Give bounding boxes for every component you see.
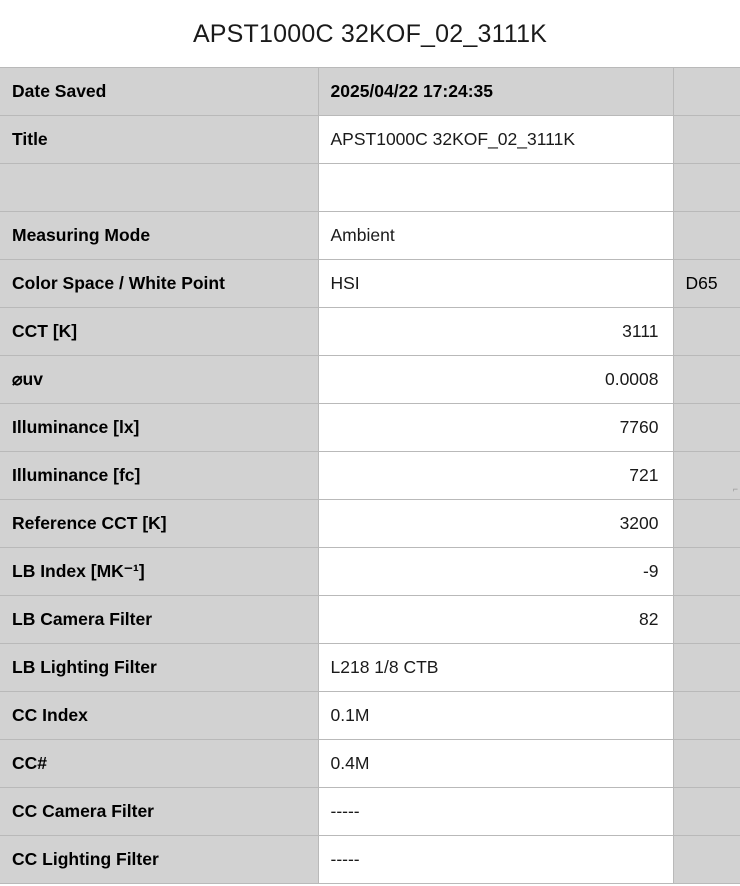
row-label: CC# [0, 740, 318, 788]
row-extra [673, 212, 740, 260]
row-value: 0.1M [318, 692, 673, 740]
row-extra [673, 164, 740, 212]
row-extra [673, 836, 740, 884]
row-value: 721 [318, 452, 673, 500]
table-row [0, 308, 740, 356]
row-label: Measuring Mode [0, 212, 318, 260]
table-row [0, 164, 740, 212]
row-label: LB Camera Filter [0, 596, 318, 644]
row-extra [673, 116, 740, 164]
row-extra [673, 404, 740, 452]
table-row [0, 836, 740, 884]
table-row [0, 356, 740, 404]
row-extra [673, 692, 740, 740]
row-value: HSI [318, 260, 673, 308]
row-extra [673, 308, 740, 356]
row-label: Color Space / White Point [0, 260, 318, 308]
table-row [0, 548, 740, 596]
row-value: 3111 [318, 308, 673, 356]
row-value: 2025/04/22 17:24:35 [318, 68, 673, 116]
table-row [0, 452, 740, 500]
row-value: -9 [318, 548, 673, 596]
row-label: CC Lighting Filter [0, 836, 318, 884]
row-label: LB Index [MK⁻¹] [0, 548, 318, 596]
row-extra [673, 68, 740, 116]
measurement-table [0, 67, 740, 884]
table-row [0, 260, 740, 308]
row-value: L218 1/8 CTB [318, 644, 673, 692]
row-extra [673, 788, 740, 836]
row-extra [673, 596, 740, 644]
row-extra [673, 644, 740, 692]
table-row [0, 68, 740, 116]
row-value: 82 [318, 596, 673, 644]
table-row [0, 740, 740, 788]
row-extra [673, 740, 740, 788]
row-label: Date Saved [0, 68, 318, 116]
table-row [0, 500, 740, 548]
row-label: CCT [K] [0, 308, 318, 356]
row-label: Reference CCT [K] [0, 500, 318, 548]
row-extra [673, 452, 740, 500]
row-extra [673, 356, 740, 404]
row-label: Illuminance [lx] [0, 404, 318, 452]
row-value: Ambient [318, 212, 673, 260]
row-value: ----- [318, 788, 673, 836]
table-row [0, 692, 740, 740]
row-value: 0.4M [318, 740, 673, 788]
row-value: 7760 [318, 404, 673, 452]
row-label: Illuminance [fc] [0, 452, 318, 500]
table-row [0, 404, 740, 452]
row-value: 0.0008 [318, 356, 673, 404]
table-row [0, 596, 740, 644]
table-row [0, 212, 740, 260]
row-extra [673, 500, 740, 548]
edge-marker: ⌐ [732, 484, 738, 494]
row-value: 3200 [318, 500, 673, 548]
row-label: ⌀uv [0, 356, 318, 404]
row-value: ----- [318, 836, 673, 884]
row-label: LB Lighting Filter [0, 644, 318, 692]
table-row [0, 788, 740, 836]
row-value: APST1000C 32KOF_02_3111K [318, 116, 673, 164]
row-extra [673, 548, 740, 596]
table-row [0, 644, 740, 692]
row-extra: D65 [673, 260, 740, 308]
row-label: CC Camera Filter [0, 788, 318, 836]
row-value [318, 164, 673, 212]
measurement-table-body [0, 68, 740, 884]
page-title: APST1000C 32KOF_02_3111K [192, 20, 548, 48]
row-label [0, 164, 318, 212]
row-label: Title [0, 116, 318, 164]
row-label: CC Index [0, 692, 318, 740]
table-row [0, 116, 740, 164]
